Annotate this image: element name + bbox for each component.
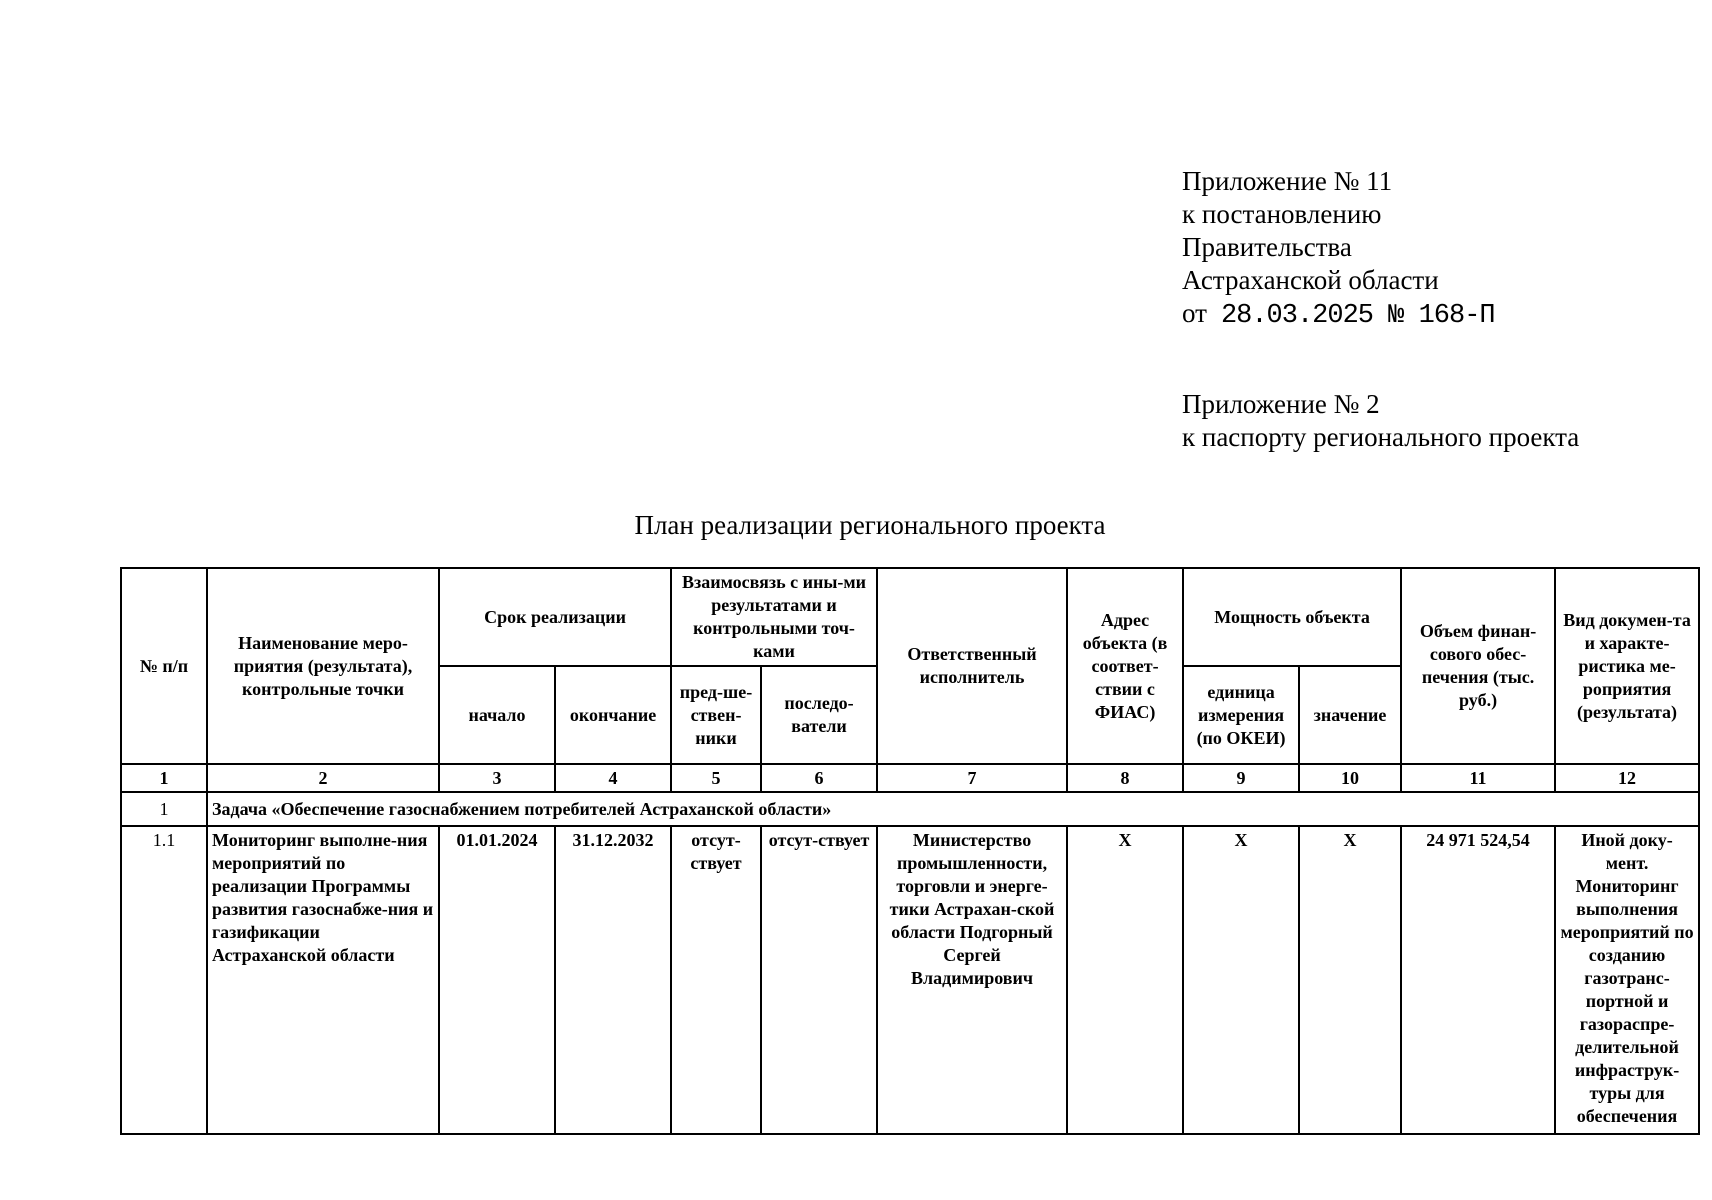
column-number: 12: [1555, 764, 1699, 792]
header-period-start: начало: [439, 666, 555, 764]
appendix-11-date-line: [1182, 297, 1495, 333]
table-row: [121, 826, 1699, 1134]
row-num: 1.1: [121, 826, 207, 1134]
appendix-2-line1: Приложение № 2: [1182, 389, 1380, 419]
row-unit: X: [1183, 826, 1299, 1134]
appendix-2-line2: к паспорту регионального проекта: [1182, 422, 1580, 452]
appendix-11-line3: Правительства: [1182, 232, 1352, 262]
appendix-11-line2: к постановлению: [1182, 199, 1382, 229]
column-number: 1: [121, 764, 207, 792]
header-period: Срок реализации: [439, 568, 671, 666]
column-number: 11: [1401, 764, 1555, 792]
header-link: Взаимосвязь с ины-ми результатами и контрольными точ-ками: [671, 568, 877, 666]
task-text: Задача «Обеспечение газоснабжением потребителей Астраханской области»: [207, 792, 1699, 826]
column-number: 2: [207, 764, 439, 792]
appendix-11-line4: Астраханской области: [1182, 265, 1439, 295]
task-num: 1: [121, 792, 207, 826]
row-pred: отсут-ствует: [671, 826, 761, 1134]
header-name: Наименование меро-приятия (результата), контрольные точки: [207, 568, 439, 764]
task-row: [121, 792, 1699, 826]
document-title: План реализации регионального проекта: [634, 510, 1106, 540]
header-address: Адрес объекта (в соответ-ствии с ФИАС): [1067, 568, 1183, 764]
appendix-11-line1: Приложение № 11: [1182, 166, 1393, 196]
column-number: 6: [761, 764, 877, 792]
header-num: № п/п: [121, 568, 207, 764]
appendix-2-block: [1182, 388, 1579, 454]
header-capacity-value: значение: [1299, 666, 1401, 764]
column-number: 7: [877, 764, 1067, 792]
column-number: 4: [555, 764, 671, 792]
date-prefix: от: [1182, 298, 1207, 328]
row-doc: Иной доку-мент. Мониторинг выполнения мероприятий по созданию газотранс-портной и газораспре-делительной инфраструк-туры для обеспечения: [1555, 826, 1699, 1134]
row-address: X: [1067, 826, 1183, 1134]
header-link-pred: пред-ше-ствен-ники: [671, 666, 761, 764]
date-stamp: 28.03.2025 № 168-П: [1220, 301, 1495, 331]
column-number: 8: [1067, 764, 1183, 792]
header-row-1: [121, 568, 1699, 666]
row-responsible: Министерство промышленности, торговли и энерге-тики Астрахан-ской области Подгорный Сергей Владимирович: [877, 826, 1067, 1134]
header-period-end: окончание: [555, 666, 671, 764]
row-next: отсут-ствует: [761, 826, 877, 1134]
row-end: 31.12.2032: [555, 826, 671, 1134]
column-number: 10: [1299, 764, 1401, 792]
header-responsible: Ответственный исполнитель: [877, 568, 1067, 764]
column-number: 3: [439, 764, 555, 792]
header-link-next: последо-ватели: [761, 666, 877, 764]
column-number: 9: [1183, 764, 1299, 792]
row-name: Мониторинг выполне-ния мероприятий по реализации Программы развития газоснабже-ния и газификации Астраханской области: [207, 826, 439, 1134]
column-numbers-row: [121, 764, 1699, 792]
row-value: X: [1299, 826, 1401, 1134]
appendix-11-block: [1182, 165, 1495, 333]
column-number: 5: [671, 764, 761, 792]
row-start: 01.01.2024: [439, 826, 555, 1134]
header-finance: Объем финан-сового обес-печения (тыс. руб.): [1401, 568, 1555, 764]
header-capacity-unit: единица измерения (по ОКЕИ): [1183, 666, 1299, 764]
row-finance: 24 971 524,54: [1401, 826, 1555, 1134]
header-doc: Вид докумен-та и характе-ристика ме-роприятия (результата): [1555, 568, 1699, 764]
header-capacity: Мощность объекта: [1183, 568, 1401, 666]
plan-table: [120, 567, 1700, 1135]
